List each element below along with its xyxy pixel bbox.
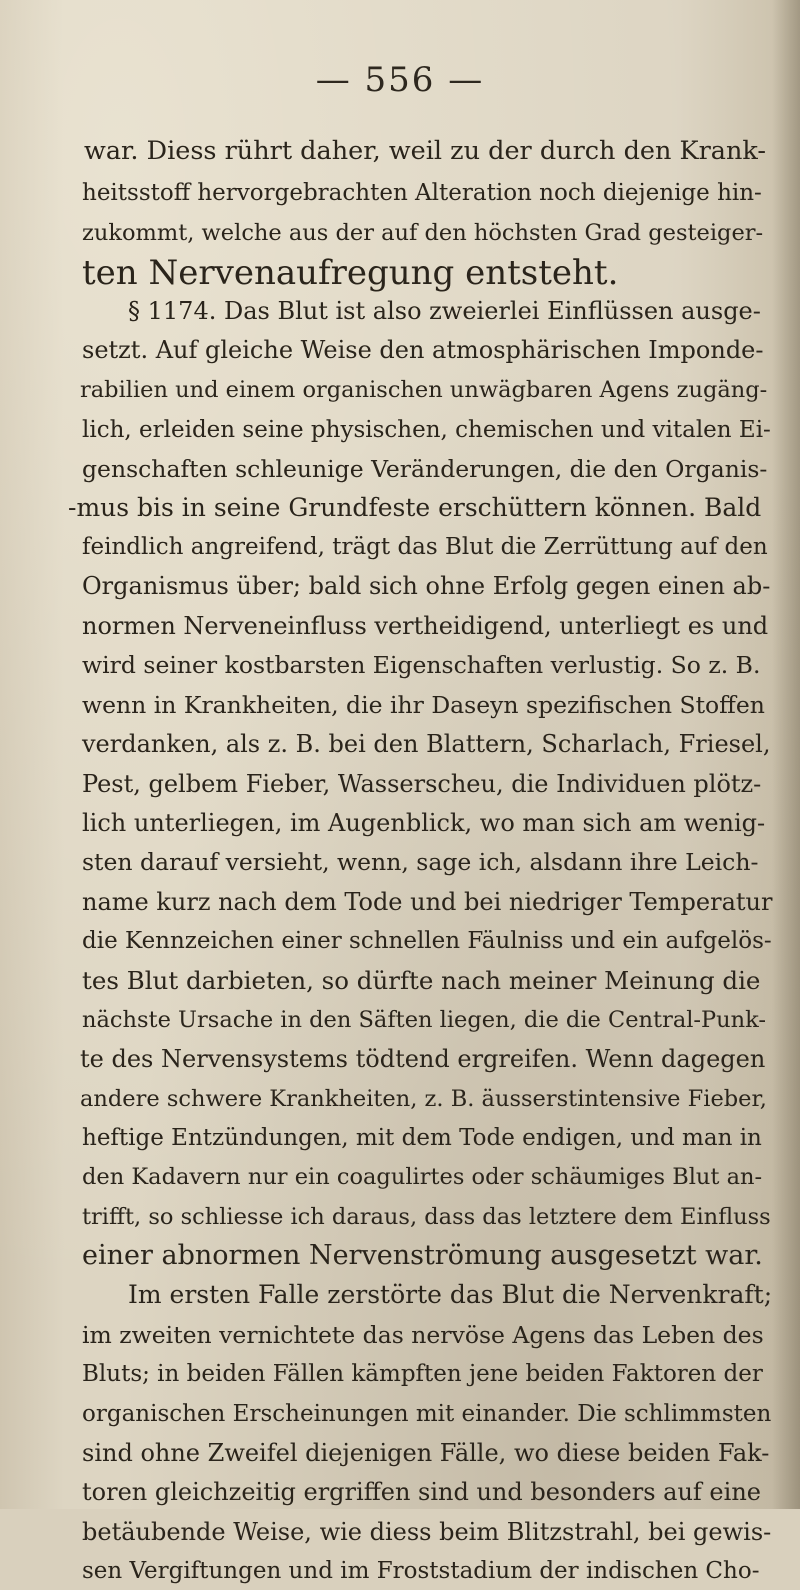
- text-line: Pest, gelbem Fieber, Wasserscheu, die Individuen plötz-: [82, 770, 762, 798]
- text-line: nächste Ursache in den Säften liegen, die die Central-Punk-: [82, 1007, 766, 1033]
- text-line: rabilien und einem organischen unwägbaren Agens zugäng-: [80, 377, 768, 403]
- text-line: war. Diess rührt daher, weil zu der durch den Krank-: [84, 136, 767, 166]
- text-line: verdanken, als z. B. bei den Blattern, Scharlach, Friesel,: [82, 730, 771, 758]
- text-line: tes Blut darbieten, so dürfte nach meiner Meinung die: [82, 966, 761, 995]
- text-line: wenn in Krankheiten, die ihr Daseyn spezifischen Stoffen: [82, 691, 765, 719]
- text-line: genschaften schleunige Veränderungen, die den Organis-: [82, 455, 768, 483]
- text-line: organischen Erscheinungen mit einander. Die schlimmsten: [82, 1401, 772, 1427]
- text-line: heftige Entzündungen, mit dem Tode endigen, und man in: [82, 1125, 762, 1151]
- text-line: einer abnormen Nervenströmung ausgesetzt war.: [82, 1240, 763, 1271]
- text-line: wird seiner kostbarsten Eigenschaften verlustig. So z. B.: [82, 651, 761, 679]
- text-line: -mus bis in seine Grundfeste erschüttern können. Bald: [68, 493, 762, 522]
- text-line: sind ohne Zweifel diejenigen Fälle, wo diese beiden Fak-: [82, 1439, 770, 1467]
- text-line: lich unterliegen, im Augenblick, wo man sich am wenig-: [82, 809, 766, 837]
- text-line: § 1174. Das Blut ist also zweierlei Einflüssen ausge-: [128, 297, 761, 325]
- text-line: te des Nervensystems tödtend ergreifen. Wenn dagegen: [80, 1045, 766, 1073]
- page-edge-shadow: [772, 0, 800, 1509]
- text-line: feindlich angreifend, trägt das Blut die Zerrüttung auf den: [82, 534, 768, 560]
- text-line: normen Nerveneinfluss vertheidigend, unterliegt es und: [82, 612, 769, 640]
- text-line: ten Nervenaufregung entsteht.: [82, 253, 619, 293]
- text-line: im zweiten vernichtete das nervöse Agens das Leben des: [82, 1321, 764, 1349]
- text-line: sen Vergiftungen und im Froststadium der indischen Cho-: [82, 1558, 760, 1584]
- text-line: die Kennzeichen einer schnellen Fäulniss und ein aufgelös-: [82, 928, 772, 954]
- text-line: zukommt, welche aus der auf den höchsten Grad gesteiger-: [82, 220, 764, 246]
- text-line: andere schwere Krankheiten, z. B. äusserstintensive Fieber,: [80, 1086, 767, 1112]
- text-line: lich, erleiden seine physischen, chemischen und vitalen Ei-: [82, 417, 771, 443]
- text-line: heitsstoff hervorgebrachten Alteration noch diejenige hin-: [82, 180, 762, 206]
- text-line: betäubende Weise, wie diess beim Blitzstrahl, bei gewis-: [82, 1518, 772, 1546]
- text-line: trifft, so schliesse ich daraus, dass das letztere dem Einfluss: [82, 1204, 771, 1230]
- text-line: Bluts; in beiden Fällen kämpften jene beiden Faktoren der: [82, 1361, 763, 1387]
- text-line: den Kadavern nur ein coagulirtes oder schäumiges Blut an-: [82, 1164, 763, 1190]
- text-line: setzt. Auf gleiche Weise den atmosphärischen Imponde-: [82, 336, 764, 364]
- text-line: toren gleichzeitig ergriffen sind und besonders auf eine: [82, 1478, 761, 1506]
- page-number: — 556 —: [315, 60, 485, 100]
- text-line: sten darauf versieht, wenn, sage ich, alsdann ihre Leich-: [82, 848, 759, 876]
- text-line: Im ersten Falle zerstörte das Blut die Nervenkraft;: [128, 1280, 773, 1309]
- text-line: name kurz nach dem Tode und bei niedriger Temperatur: [82, 888, 773, 916]
- text-line: Organismus über; bald sich ohne Erfolg gegen einen ab-: [82, 572, 771, 600]
